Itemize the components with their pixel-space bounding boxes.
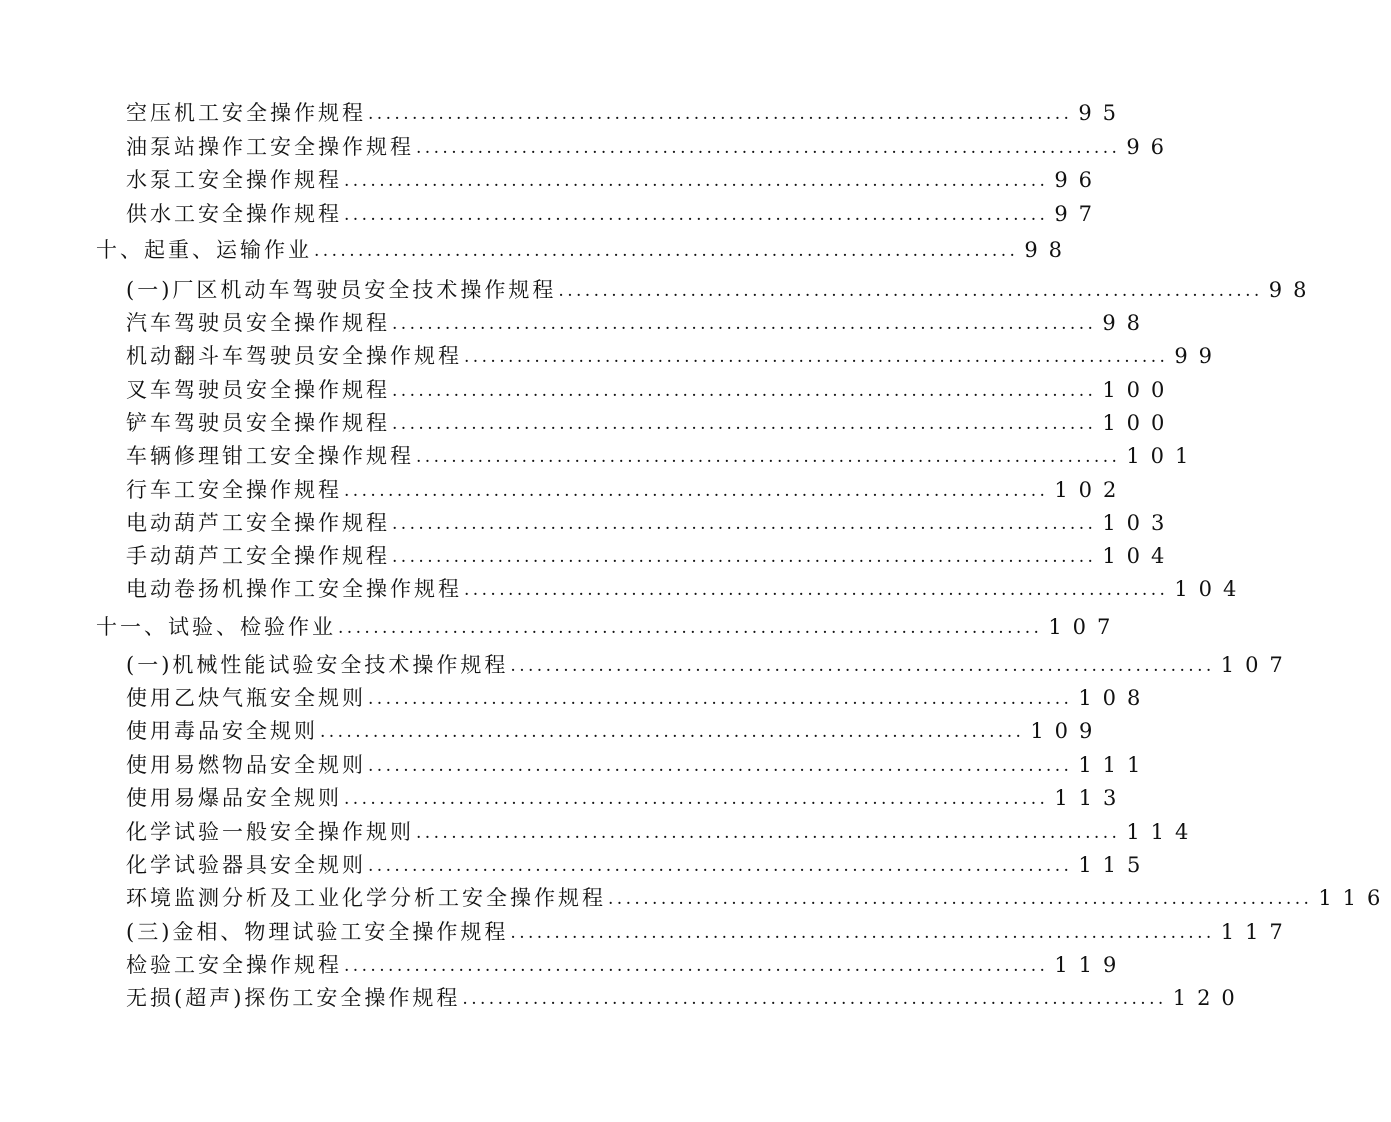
- toc-page-number: 96: [1054, 168, 1104, 192]
- toc-entry-title: 供水工安全操作规程: [126, 202, 342, 226]
- toc-entry-title: 手动葫芦工安全操作规程: [126, 544, 390, 568]
- toc-entry: [126, 375, 1176, 405]
- toc-dot-leader: ................................................................................: [368, 104, 1073, 124]
- toc-dot-leader: ................................................................................: [510, 923, 1215, 943]
- toc-page-number: 97: [1054, 202, 1104, 226]
- toc-entry: [126, 983, 1246, 1013]
- toc-entry: [126, 716, 1104, 746]
- toc-dot-leader: ................................................................................: [368, 756, 1073, 776]
- toc-page-number: 99: [1174, 344, 1224, 368]
- toc-entry-title: 化学试验器具安全规则: [126, 853, 366, 877]
- toc-page-number: 103: [1102, 511, 1176, 535]
- toc-entry-title: 使用易燃物品安全规则: [126, 753, 366, 777]
- toc-dot-leader: ................................................................................: [392, 514, 1097, 534]
- toc-page-number: 107: [1220, 653, 1294, 677]
- toc-page-number: 119: [1054, 953, 1128, 977]
- toc-page-number: 108: [1078, 686, 1152, 710]
- toc-page-number: 100: [1102, 411, 1176, 435]
- toc-page-number: 107: [1048, 615, 1122, 639]
- toc-dot-leader: ................................................................................: [462, 989, 1167, 1009]
- toc-entry-title: 电动葫芦工安全操作规程: [126, 511, 390, 535]
- toc-dot-leader: ................................................................................: [392, 414, 1097, 434]
- toc-entry: [126, 750, 1152, 780]
- toc-page-number: 109: [1030, 719, 1104, 743]
- toc-entry: [126, 508, 1176, 538]
- toc-dot-leader: ................................................................................: [392, 547, 1097, 567]
- toc-entry: [126, 950, 1128, 980]
- toc-entry-title: 铲车驾驶员安全操作规程: [126, 411, 390, 435]
- toc-entry: [126, 441, 1200, 471]
- toc-dot-leader: ................................................................................: [344, 956, 1049, 976]
- toc-page-number: 95: [1078, 101, 1128, 125]
- toc-page-number: 96: [1126, 135, 1176, 159]
- toc-entry: [126, 475, 1128, 505]
- toc-entry-title: 环境监测分析及工业化学分析工安全操作规程: [126, 886, 606, 910]
- toc-entry: [126, 408, 1176, 438]
- toc-entry-title: 无损(超声)探伤工安全操作规程: [126, 986, 461, 1010]
- toc-dot-leader: ................................................................................: [344, 171, 1049, 191]
- toc-section-entry: [96, 612, 1122, 642]
- toc-page-number: 114: [1126, 820, 1200, 844]
- toc-dot-leader: ................................................................................: [608, 889, 1313, 909]
- toc-dot-leader: ................................................................................: [392, 381, 1097, 401]
- toc-entry: [126, 574, 1248, 604]
- toc-entry: [126, 817, 1200, 847]
- toc-entry-title: 检验工安全操作规程: [126, 953, 342, 977]
- toc-entry-title: 汽车驾驶员安全操作规程: [126, 311, 390, 335]
- toc-entry-title: (三)金相、物理试验工安全操作规程: [126, 920, 509, 944]
- toc-entry-title: 车辆修理钳工安全操作规程: [126, 444, 414, 468]
- toc-page-number: 98: [1102, 311, 1152, 335]
- toc-dot-leader: ................................................................................: [314, 241, 1019, 261]
- toc-dot-leader: ................................................................................: [416, 447, 1121, 467]
- toc-dot-leader: ................................................................................: [320, 722, 1025, 742]
- toc-entry-title: 使用乙炔气瓶安全规则: [126, 686, 366, 710]
- toc-page-number: 120: [1172, 986, 1246, 1010]
- toc-entry: [126, 917, 1294, 947]
- toc-dot-leader: ................................................................................: [368, 689, 1073, 709]
- toc-dot-leader: ................................................................................: [344, 481, 1049, 501]
- toc-entry: [126, 541, 1176, 571]
- toc-dot-leader: ................................................................................: [416, 138, 1121, 158]
- toc-entry: [126, 98, 1128, 128]
- toc-entry: [126, 275, 1318, 305]
- toc-page-number: 101: [1126, 444, 1200, 468]
- toc-page-number: 111: [1078, 753, 1152, 777]
- toc-page-number: 116: [1318, 886, 1391, 910]
- toc-entry: [126, 341, 1224, 371]
- toc-entry-title: 电动卷扬机操作工安全操作规程: [126, 577, 462, 601]
- toc-entry-title: (一)机械性能试验安全技术操作规程: [126, 653, 509, 677]
- toc-dot-leader: ................................................................................: [464, 580, 1169, 600]
- toc-entry-title: 油泵站操作工安全操作规程: [126, 135, 414, 159]
- toc-dot-leader: ................................................................................: [338, 618, 1043, 638]
- toc-page-number: 98: [1268, 278, 1318, 302]
- toc-entry: [126, 850, 1152, 880]
- toc-entry: [126, 132, 1176, 162]
- toc-dot-leader: ................................................................................: [558, 281, 1263, 301]
- toc-entry-title: 化学试验一般安全操作规则: [126, 820, 414, 844]
- toc-page-number: 104: [1102, 544, 1176, 568]
- toc-entry-title: 十一、试验、检验作业: [96, 615, 336, 639]
- toc-entry: [126, 783, 1128, 813]
- toc-page-number: 115: [1078, 853, 1152, 877]
- toc-entry-title: 空压机工安全操作规程: [126, 101, 366, 125]
- toc-dot-leader: ................................................................................: [368, 856, 1073, 876]
- toc-page-number: 104: [1174, 577, 1248, 601]
- toc-entry: [126, 883, 1391, 913]
- toc-dot-leader: ................................................................................: [344, 205, 1049, 225]
- toc-entry-title: 叉车驾驶员安全操作规程: [126, 378, 390, 402]
- toc-dot-leader: ................................................................................: [416, 823, 1121, 843]
- toc-dot-leader: ................................................................................: [510, 656, 1215, 676]
- toc-page-number: 113: [1054, 786, 1128, 810]
- toc-page-number: 100: [1102, 378, 1176, 402]
- toc-entry-title: 使用毒品安全规则: [126, 719, 318, 743]
- toc-entry: [126, 165, 1104, 195]
- toc-dot-leader: ................................................................................: [392, 314, 1097, 334]
- toc-page-number: 117: [1220, 920, 1294, 944]
- toc-page-number: 102: [1054, 478, 1128, 502]
- toc-entry-title: 使用易爆品安全规则: [126, 786, 342, 810]
- toc-section-entry: [96, 235, 1074, 265]
- toc-entry: [126, 650, 1294, 680]
- toc-entry-title: (一)厂区机动车驾驶员安全技术操作规程: [126, 278, 557, 302]
- toc-dot-leader: ................................................................................: [464, 347, 1169, 367]
- toc-entry-title: 十、起重、运输作业: [96, 238, 312, 262]
- toc-entry-title: 水泵工安全操作规程: [126, 168, 342, 192]
- toc-entry-title: 机动翻斗车驾驶员安全操作规程: [126, 344, 462, 368]
- toc-entry: [126, 199, 1104, 229]
- toc-page-number: 98: [1024, 238, 1074, 262]
- toc-entry: [126, 308, 1152, 338]
- toc-entry-title: 行车工安全操作规程: [126, 478, 342, 502]
- toc-entry: [126, 683, 1152, 713]
- toc-dot-leader: ................................................................................: [344, 789, 1049, 809]
